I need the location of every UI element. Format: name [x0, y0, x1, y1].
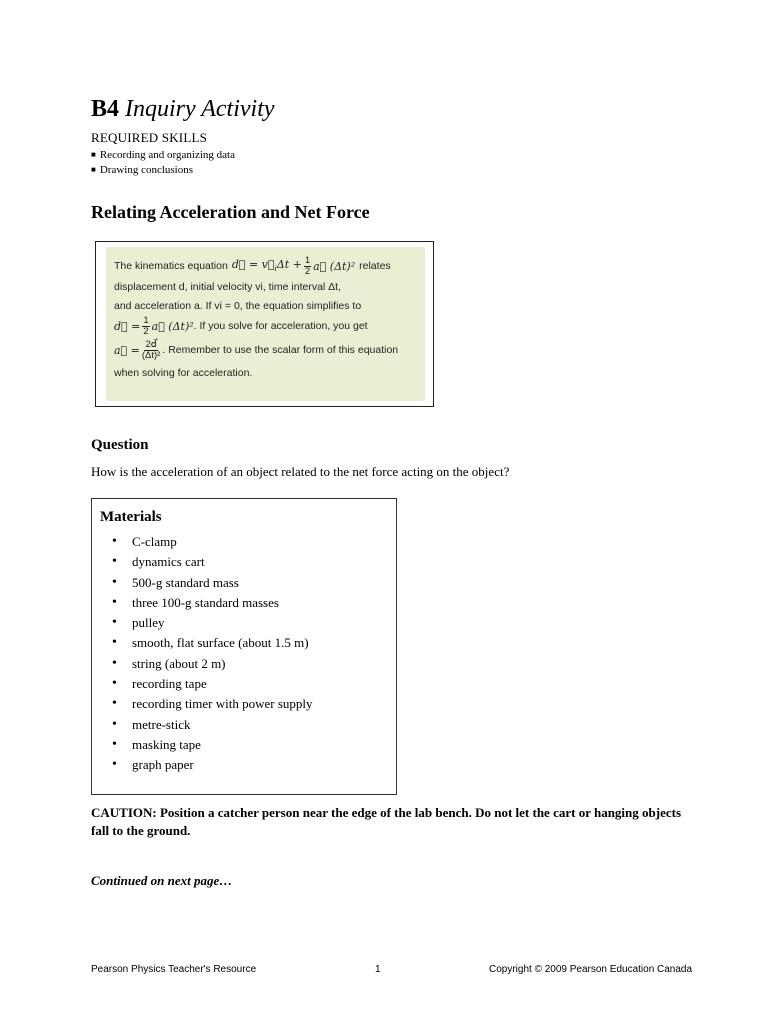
question-text: How is the acceleration of an object related to the net force acting on the object? [91, 464, 510, 479]
caution-note: CAUTION: Position a catcher person near the edge of the lab bench. Do not let the cart or hanging objects fall to the ground. [91, 805, 682, 838]
activity-number: B4 [91, 96, 120, 122]
list-item: • C-clamp [109, 532, 396, 552]
fraction-one-half: $\frac{1}{2}$ [304, 254, 311, 277]
list-item: • graph paper [109, 755, 396, 775]
list-item: • string (about 2 m) [109, 654, 396, 674]
skill-item: ■ Drawing conclusions [91, 163, 235, 178]
list-item: • metre-stick [109, 715, 396, 735]
footer-copyright: Copyright © 2009 Pearson Education Canada [489, 964, 693, 975]
acceleration-formula: a⃗ = [114, 343, 140, 357]
equation-line-6: when solving for acceleration. [114, 366, 253, 379]
list-item: • recording tape [109, 674, 396, 694]
equation-box [95, 241, 434, 407]
required-skills-list [91, 148, 235, 178]
list-item: • dynamics cart [109, 552, 396, 572]
continued-note: Continued on next page… [91, 873, 233, 888]
list-item: • three 100-g standard masses [109, 593, 396, 613]
kinematics-equation-formula: d⃗ = $v⃗_i\Delta t$ + [231, 258, 302, 274]
question-heading: Question [91, 437, 149, 453]
equation-line-2: displacement d, initial velocity vi, time interval Δt, [114, 280, 342, 293]
required-skills-heading: REQUIRED SKILLS [91, 130, 208, 145]
page-number: 1 [375, 964, 381, 975]
equation-line-5: a⃗ = $\frac{2d⃗}{\text{(Δt)²}}$ . Remember to use the scalar form of this equation [114, 338, 399, 361]
list-item: • smooth, flat surface (about 1.5 m) [109, 633, 396, 653]
simplified-equation-formula: d⃗ = [114, 319, 141, 333]
list-item: • pulley [109, 613, 396, 633]
list-item: • recording timer with power supply [109, 694, 396, 714]
equation-line-3: and acceleration a. If vi = 0, the equation simplifies to [114, 299, 362, 312]
section-title: Relating Acceleration and Net Force [91, 202, 370, 222]
list-item: • masking tape [109, 735, 396, 755]
activity-name: Inquiry Activity [125, 96, 275, 122]
equation-line-1: The kinematics equation d⃗ = $v⃗_i\Delta t$ + $\frac{1}{2}$ a⃗ (Δt)² relates [114, 254, 391, 277]
skill-item: ■ Recording and organizing data [91, 148, 235, 163]
list-item: • 500-g standard mass [109, 573, 396, 593]
materials-box [91, 498, 397, 795]
materials-heading: Materials [100, 509, 162, 525]
equation-box-content [106, 247, 425, 401]
activity-title [91, 94, 275, 124]
footer-publication: Pearson Physics Teacher's Resource [91, 964, 257, 975]
equation-line-4: d⃗ = $\frac{1}{2}$ a⃗ (Δt)² . If you solve for acceleration, you get [114, 314, 368, 337]
materials-list [100, 532, 396, 776]
